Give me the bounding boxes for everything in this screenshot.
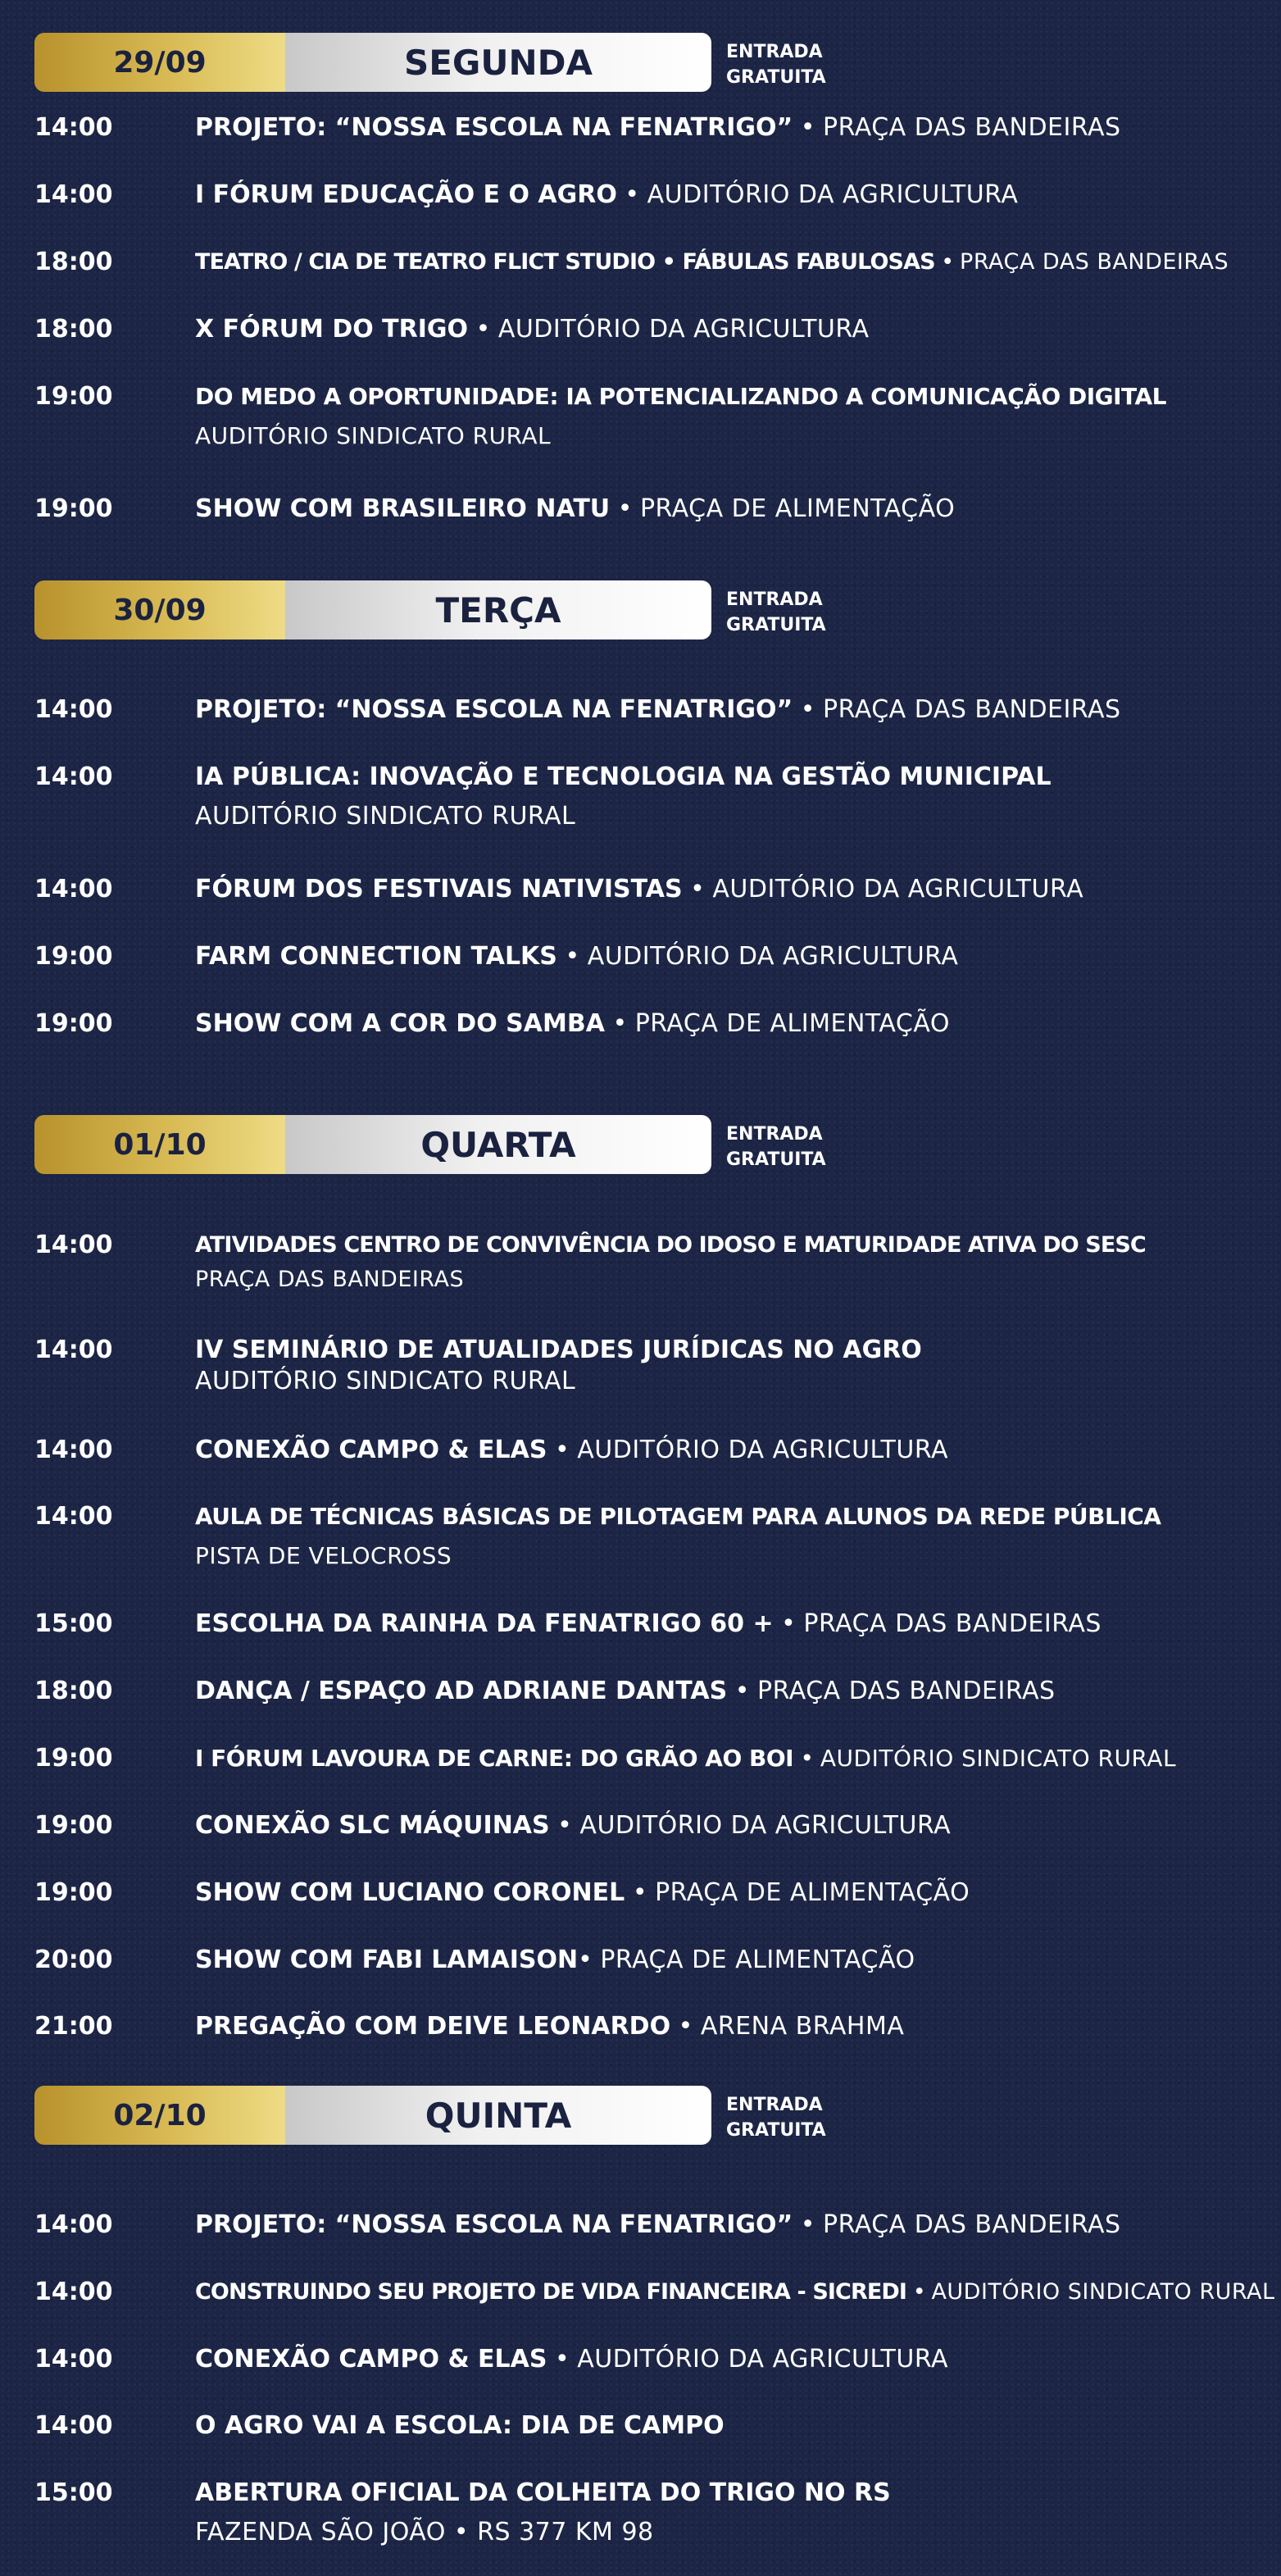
event-place: AUDITÓRIO DA AGRICULTURA	[577, 2345, 948, 2373]
event-place: PRAÇA DE ALIMENTAÇÃO	[634, 1009, 950, 1038]
day-banner	[34, 1115, 711, 1174]
event-info	[195, 872, 1277, 907]
event-place: PRAÇA DE ALIMENTAÇÃO	[600, 1946, 915, 1974]
free-entry-line-1: ENTRADA	[726, 589, 823, 610]
event-place: AUDITÓRIO SINDICATO RURAL	[931, 2279, 1275, 2305]
event-info	[195, 1228, 1277, 1297]
event-time: 19:00	[34, 1009, 113, 1038]
event-title: CONEXÃO CAMPO & ELAS	[195, 1436, 547, 1464]
event-info	[195, 2275, 1277, 2310]
event-time: 15:00	[34, 2478, 113, 2507]
day-date: 29/09	[34, 33, 285, 92]
event-info	[195, 380, 1277, 453]
event-separator: •	[547, 1436, 578, 1464]
free-entry-note	[726, 587, 824, 638]
event-title: DANÇA / ESPAÇO AD ADRIANE DANTAS	[195, 1677, 728, 1705]
day-banner	[34, 33, 711, 92]
event-separator: •	[468, 315, 498, 344]
event-title: O AGRO VAI A ESCOLA: DIA DE CAMPO	[195, 2411, 725, 2440]
event-title: CONEXÃO CAMPO & ELAS	[195, 2345, 547, 2373]
event-time: 15:00	[34, 1609, 113, 1638]
event-time: 18:00	[34, 315, 113, 344]
event-time: 18:00	[34, 1677, 113, 1705]
event-place: AUDITÓRIO DA AGRICULTURA	[497, 315, 870, 344]
day-weekday: QUARTA	[285, 1115, 711, 1174]
event-time: 14:00	[34, 2345, 113, 2373]
event-place: FAZENDA SÃO JOÃO • RS 377 KM 98	[195, 2518, 654, 2546]
event-time: 14:00	[34, 1436, 113, 1464]
event-time: 19:00	[34, 1811, 113, 1840]
day-weekday: SEGUNDA	[285, 33, 711, 92]
free-entry-note	[726, 2092, 824, 2143]
event-time: 19:00	[34, 1878, 113, 1907]
event-time: 19:00	[34, 1744, 113, 1773]
event-info	[195, 111, 1277, 145]
day-banner	[34, 2086, 711, 2145]
event-place: AUDITÓRIO DA AGRICULTURA	[587, 942, 959, 971]
event-title: FARM CONNECTION TALKS	[195, 942, 557, 971]
day-header	[34, 580, 826, 639]
event-time: 14:00	[34, 2278, 113, 2306]
day-date: 30/09	[34, 580, 285, 639]
event-place: PRAÇA DAS BANDEIRAS	[803, 1609, 1102, 1638]
event-place: AUDITÓRIO DA AGRICULTURA	[577, 1436, 948, 1464]
event-title: I FÓRUM EDUCAÇÃO E O AGRO	[195, 180, 617, 209]
event-time: 14:00	[34, 875, 113, 903]
event-place: AUDITÓRIO DA AGRICULTURA	[712, 875, 1084, 903]
event-separator: •	[934, 249, 961, 275]
event-time: 14:00	[34, 113, 113, 142]
free-entry-note	[726, 1122, 824, 1172]
event-info	[195, 693, 1277, 727]
event-title: IV SEMINÁRIO DE ATUALIDADES JURÍDICAS NO AGRO	[195, 1336, 922, 1364]
event-separator: •	[793, 695, 824, 724]
day-header	[34, 33, 826, 92]
event-time: 14:00	[34, 180, 113, 209]
event-place: PRAÇA DAS BANDEIRAS	[757, 1677, 1056, 1705]
day-date: 01/10	[34, 1115, 285, 1174]
event-info	[195, 1433, 1277, 1468]
event-separator: •	[547, 2345, 578, 2373]
event-separator: •	[578, 1946, 601, 1974]
free-entry-line-2: GRATUITA	[726, 615, 826, 635]
free-entry-line-2: GRATUITA	[726, 67, 826, 88]
event-separator: •	[556, 942, 588, 971]
event-place: PRAÇA DAS BANDEIRAS	[823, 695, 1121, 724]
event-time: 20:00	[34, 1946, 113, 1974]
event-place: AUDITÓRIO SINDICATO RURAL	[820, 1745, 1177, 1772]
event-title: X FÓRUM DO TRIGO	[195, 315, 469, 344]
event-title: CONEXÃO SLC MÁQUINAS	[195, 1811, 550, 1840]
event-title: PREGAÇÃO COM DEIVE LEONARDO	[195, 2012, 671, 2041]
event-title: IA PÚBLICA: INOVAÇÃO E TECNOLOGIA NA GESTÃO MUNICIPAL	[195, 762, 1052, 791]
event-title: SHOW COM A COR DO SAMBA	[195, 1009, 605, 1038]
free-entry-line-1: ENTRADA	[726, 42, 823, 62]
event-separator: •	[549, 1811, 580, 1840]
event-separator: •	[616, 180, 647, 209]
day-weekday: TERÇA	[285, 580, 711, 639]
event-place: PRAÇA DE ALIMENTAÇÃO	[655, 1878, 970, 1907]
event-info	[195, 1674, 1277, 1709]
event-info	[195, 1809, 1277, 1843]
event-time: 14:00	[34, 1502, 113, 1531]
event-title: SHOW COM BRASILEIRO NATU	[195, 494, 611, 523]
event-info	[195, 760, 1277, 834]
day-header	[34, 1115, 826, 1174]
event-title: SHOW COM LUCIANO CORONEL	[195, 1878, 625, 1907]
event-info	[195, 1876, 1277, 1910]
event-time: 19:00	[34, 494, 113, 523]
event-place: PRAÇA DAS BANDEIRAS	[823, 2210, 1121, 2239]
event-place: AUDITÓRIO SINDICATO RURAL	[195, 1367, 576, 1395]
free-entry-line-2: GRATUITA	[726, 1149, 826, 1170]
event-info	[195, 1607, 1277, 1641]
event-info	[195, 1943, 1277, 1978]
event-time: 14:00	[34, 2210, 113, 2239]
event-info	[195, 2476, 1277, 2550]
event-place: ARENA BRAHMA	[700, 2012, 905, 2041]
event-info	[195, 1333, 1277, 1399]
event-info	[195, 1500, 1277, 1573]
day-header	[34, 2086, 826, 2145]
event-place: AUDITÓRIO DA AGRICULTURA	[647, 180, 1019, 209]
event-place: AUDITÓRIO SINDICATO RURAL	[195, 802, 576, 831]
event-title: ABERTURA OFICIAL DA COLHEITA DO TRIGO NO RS	[195, 2478, 891, 2507]
event-separator: •	[670, 2012, 701, 2041]
event-title: ESCOLHA DA RAINHA DA FENATRIGO 60 +	[195, 1609, 774, 1638]
event-title: PROJETO: “NOSSA ESCOLA NA FENATRIGO”	[195, 113, 793, 142]
event-time: 19:00	[34, 382, 113, 411]
event-info	[195, 2409, 1277, 2443]
event-separator: •	[773, 1609, 804, 1638]
event-title: PROJETO: “NOSSA ESCOLA NA FENATRIGO”	[195, 2210, 793, 2239]
event-time: 18:00	[34, 248, 113, 276]
event-time: 14:00	[34, 762, 113, 791]
event-title: DO MEDO A OPORTUNIDADE: IA POTENCIALIZANDO A COMUNICAÇÃO DIGITAL	[195, 383, 1166, 410]
event-place: AUDITÓRIO SINDICATO RURAL	[195, 422, 552, 449]
event-time: 14:00	[34, 1231, 113, 1259]
event-time: 14:00	[34, 695, 113, 724]
free-entry-line-1: ENTRADA	[726, 1124, 823, 1145]
event-time: 14:00	[34, 1336, 113, 1364]
event-title: I FÓRUM LAVOURA DE CARNE: DO GRÃO AO BOI	[195, 1745, 794, 1772]
event-place: PRAÇA DE ALIMENTAÇÃO	[639, 494, 956, 523]
event-info	[195, 2009, 1277, 2044]
event-time: 21:00	[34, 2012, 113, 2041]
event-info	[195, 2208, 1277, 2242]
event-info	[195, 1007, 1277, 1041]
event-separator: •	[625, 1878, 656, 1907]
event-separator: •	[610, 494, 640, 523]
event-info	[195, 2342, 1277, 2377]
event-info	[195, 245, 1277, 280]
event-title: SHOW COM FABI LAMAISON	[195, 1946, 579, 1974]
event-separator: •	[793, 113, 824, 142]
event-time: 19:00	[34, 942, 113, 971]
event-separator: •	[604, 1009, 635, 1038]
event-place: PISTA DE VELOCROSS	[195, 1542, 452, 1569]
event-title: TEATRO / CIA DE TEATRO FLICT STUDIO • FÁBULAS FABULOSAS	[195, 249, 935, 275]
event-title: AULA DE TÉCNICAS BÁSICAS DE PILOTAGEM PARA ALUNOS DA REDE PÚBLICA	[195, 1503, 1161, 1530]
event-place: PRAÇA DAS BANDEIRAS	[823, 113, 1121, 142]
event-separator: •	[906, 2279, 932, 2305]
event-time: 14:00	[34, 2411, 113, 2440]
event-info	[195, 940, 1277, 974]
event-separator: •	[682, 875, 713, 903]
event-separator: •	[793, 1745, 820, 1772]
event-title: CONSTRUINDO SEU PROJETO DE VIDA FINANCEIRA - SICREDI	[195, 2279, 907, 2305]
day-weekday: QUINTA	[285, 2086, 711, 2145]
event-place: PRAÇA DAS BANDEIRAS	[195, 1267, 465, 1292]
event-info	[195, 178, 1277, 212]
event-info	[195, 312, 1277, 347]
event-title: FÓRUM DOS FESTIVAIS NATIVISTAS	[195, 875, 683, 903]
event-title: PROJETO: “NOSSA ESCOLA NA FENATRIGO”	[195, 695, 793, 724]
event-info	[195, 492, 1277, 526]
event-place: PRAÇA DAS BANDEIRAS	[960, 249, 1229, 275]
event-separator: •	[727, 1677, 757, 1705]
event-title: ATIVIDADES CENTRO DE CONVIVÊNCIA DO IDOSO E MATURIDADE ATIVA DO SESC	[195, 1232, 1146, 1258]
free-entry-line-1: ENTRADA	[726, 2095, 823, 2115]
free-entry-note	[726, 39, 824, 90]
event-place: AUDITÓRIO DA AGRICULTURA	[579, 1811, 952, 1840]
event-info	[195, 1741, 1277, 1776]
day-banner	[34, 580, 711, 639]
free-entry-line-2: GRATUITA	[726, 2120, 826, 2141]
day-date: 02/10	[34, 2086, 285, 2145]
event-separator: •	[793, 2210, 824, 2239]
